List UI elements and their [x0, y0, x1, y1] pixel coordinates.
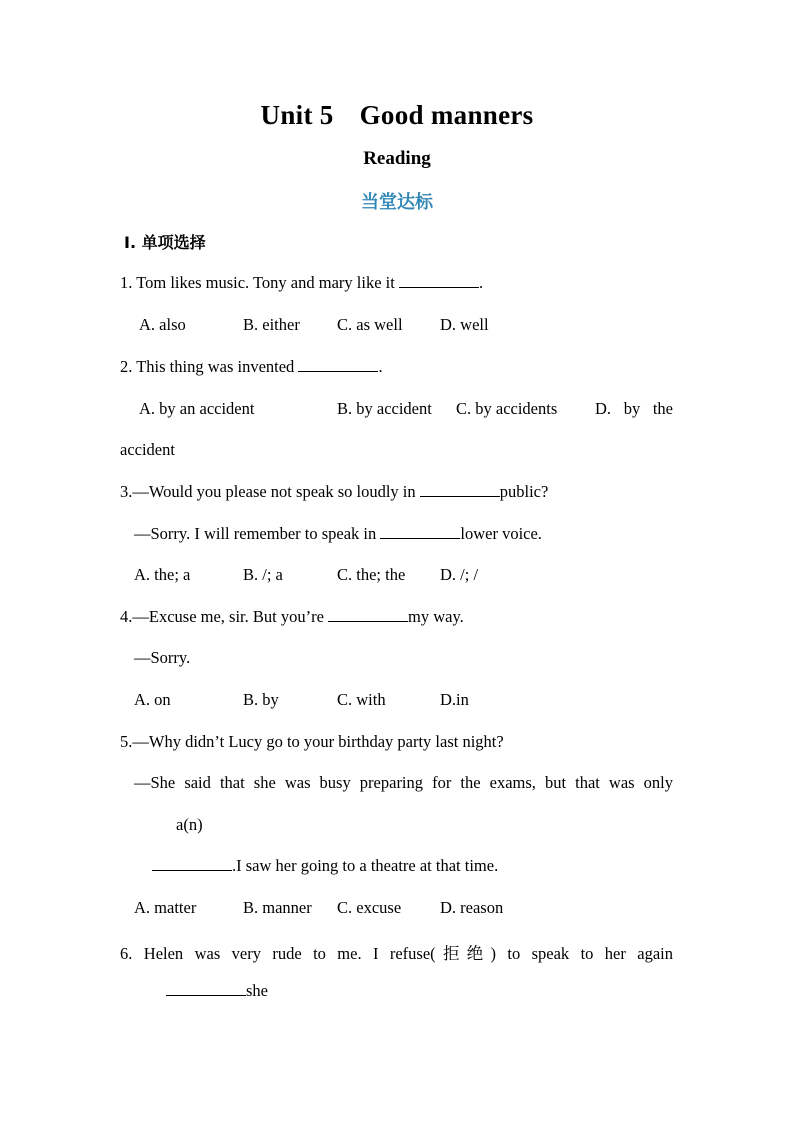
answer-blank[interactable]	[166, 981, 246, 996]
question-line-1: —Why didn’t Lucy go to your birthday party last night?	[132, 732, 504, 751]
page-title	[0, 100, 794, 131]
answer-blank[interactable]	[420, 482, 500, 497]
q1-option-d[interactable]: D. well	[440, 315, 489, 334]
question-6-line-2	[166, 981, 268, 1001]
section-tag: 当堂达标	[361, 192, 433, 213]
answer-blank[interactable]	[328, 607, 408, 622]
question-4	[120, 607, 464, 627]
q1-option-c[interactable]: C. as well	[337, 315, 403, 334]
question-number: 5.	[120, 732, 133, 751]
q1-option-b[interactable]: B. either	[243, 315, 300, 334]
question-line-2-end: she	[246, 981, 268, 1000]
q3-option-c[interactable]: C. the; the	[337, 565, 406, 584]
answer-blank[interactable]	[152, 856, 232, 871]
q4-option-b[interactable]: B. by	[243, 690, 279, 709]
question-end: .	[478, 273, 484, 292]
answer-blank[interactable]	[298, 357, 378, 372]
question-6	[120, 940, 673, 964]
section-heading: Ⅰ. 单项选择	[124, 233, 206, 252]
question-3-reply	[134, 524, 542, 544]
question-line-2: —Sorry. I will remember to speak in	[134, 524, 377, 543]
question-line-4-end: .I saw her going to a theatre at that time.	[232, 856, 499, 875]
question-number: 1.	[120, 273, 133, 292]
title-unit: Unit 5	[260, 100, 334, 130]
question-line-2-end: lower voice.	[460, 524, 542, 543]
q3-option-b[interactable]: B. /; a	[243, 565, 283, 584]
q3-option-a[interactable]: A. the; a	[134, 565, 191, 584]
question-number: 3.	[120, 482, 133, 501]
question-stem: This thing was invented	[136, 357, 295, 376]
question-number: 2.	[120, 357, 133, 376]
question-number: 6.	[120, 944, 133, 963]
title-topic: Good manners	[359, 100, 534, 130]
question-end: .	[378, 357, 383, 376]
question-3	[120, 482, 548, 502]
question-5	[120, 732, 504, 752]
q5-option-b[interactable]: B. manner	[243, 898, 312, 917]
question-1	[120, 273, 483, 293]
q5-option-d[interactable]: D. reason	[440, 898, 504, 917]
question-5-line-4	[152, 856, 498, 876]
q5-option-c[interactable]: C. excuse	[337, 898, 402, 917]
question-line-1: —Excuse me, sir. But you’re	[132, 607, 324, 626]
answer-blank[interactable]	[380, 524, 460, 539]
question-5-reply: —She said that she was busy preparing for the exams, but that was only	[134, 773, 673, 792]
question-line-1-end: public?	[499, 482, 549, 501]
question-4-reply: —Sorry.	[134, 648, 191, 667]
q2-option-d-wrap: accident	[120, 440, 175, 459]
question-stem: Tom likes music. Tony and mary like it	[136, 273, 395, 292]
q2-option-d[interactable]: D. by the	[595, 399, 673, 418]
q4-option-a[interactable]: A. on	[134, 690, 171, 709]
question-line-1-end: my way.	[408, 607, 464, 626]
q4-option-c[interactable]: C. with	[337, 690, 386, 709]
q4-option-d[interactable]: D.in	[440, 690, 469, 709]
question-number: 4.	[120, 607, 133, 626]
page-subtitle: Reading	[363, 148, 431, 169]
q5-option-a[interactable]: A. matter	[134, 898, 197, 917]
answer-blank[interactable]	[399, 273, 479, 288]
q1-option-a[interactable]: A. also	[139, 315, 186, 334]
q2-option-c[interactable]: C. by accidents	[456, 399, 558, 418]
q2-option-b[interactable]: B. by accident	[337, 399, 432, 418]
question-line-1: —Would you please not speak so loudly in	[132, 482, 416, 501]
question-2	[120, 357, 383, 377]
question-5-line-3: a(n)	[176, 815, 203, 834]
question-line-1: Helen was very rude to me. I refuse(拒绝) to speak to her again	[143, 944, 674, 963]
q2-option-a[interactable]: A. by an accident	[139, 399, 255, 418]
q3-option-d[interactable]: D. /; /	[440, 565, 479, 584]
